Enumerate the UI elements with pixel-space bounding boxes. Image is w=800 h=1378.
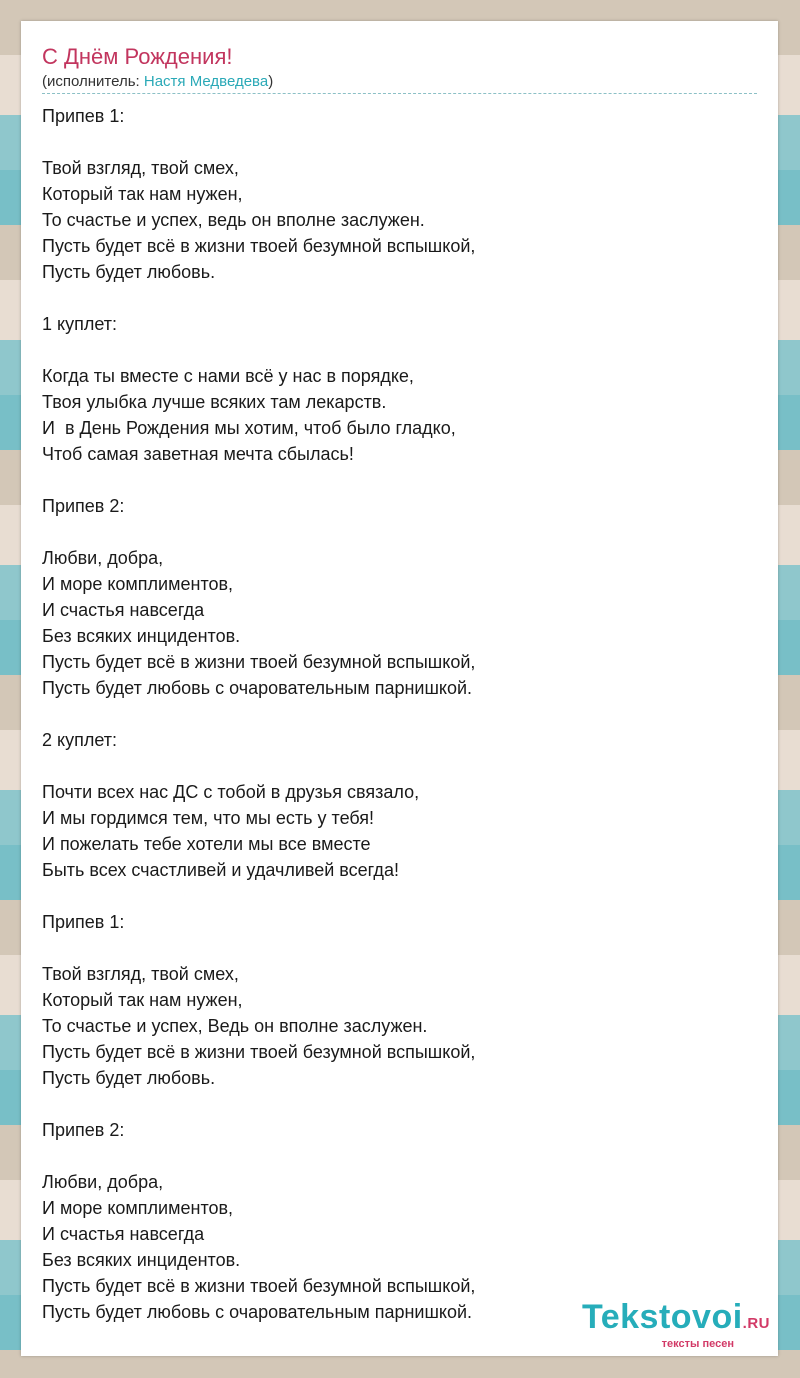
lyrics-blank-line <box>42 753 475 779</box>
lyrics-line: Пусть будет любовь с очаровательным парнишкой. <box>42 1302 473 1322</box>
lyrics-line: Припев 2: <box>42 496 125 516</box>
lyrics-line: Твой взгляд, твой смех, <box>42 158 239 178</box>
lyrics-card <box>21 21 778 1356</box>
lyrics-text <box>42 103 475 1325</box>
lyrics-blank-line <box>42 285 475 311</box>
lyrics-line: Чтоб самая заветная мечта сбылась! <box>42 444 354 464</box>
lyrics-line: Который так нам нужен, <box>42 184 243 204</box>
lyrics-line: Почти всех нас ДС с тобой в друзья связало, <box>42 782 420 802</box>
lyrics-line: Припев 1: <box>42 106 125 126</box>
lyrics-line: И счастья навсегда <box>42 600 205 620</box>
lyrics-blank-line <box>42 935 475 961</box>
lyrics-line: Любви, добра, <box>42 548 164 568</box>
lyrics-line: То счастье и успех, ведь он вполне заслужен. <box>42 210 425 230</box>
lyrics-blank-line <box>42 519 475 545</box>
lyrics-line: Любви, добра, <box>42 1172 164 1192</box>
lyrics-line: 2 куплет: <box>42 730 117 750</box>
lyrics-line: Припев 1: <box>42 912 125 932</box>
lyrics-line: 1 куплет: <box>42 314 117 334</box>
lyrics-blank-line <box>42 1143 475 1169</box>
lyrics-blank-line <box>42 701 475 727</box>
lyrics-line: Который так нам нужен, <box>42 990 243 1010</box>
lyrics-line: Пусть будет любовь. <box>42 262 216 282</box>
lyrics-line: И пожелать тебе хотели мы все вместе <box>42 834 371 854</box>
lyrics-line: Пусть будет любовь с очаровательным парнишкой. <box>42 678 473 698</box>
lyrics-line: И мы гордимся тем, что мы есть у тебя! <box>42 808 375 828</box>
lyrics-line: И счастья навсегда <box>42 1224 205 1244</box>
lyrics-line: Твой взгляд, твой смех, <box>42 964 239 984</box>
lyrics-line: Пусть будет всё в жизни твоей безумной вспышкой, <box>42 652 476 672</box>
lyrics-blank-line <box>42 467 475 493</box>
lyrics-line: Пусть будет всё в жизни твоей безумной вспышкой, <box>42 1042 476 1062</box>
title-divider <box>42 93 757 94</box>
lyrics-line: Припев 2: <box>42 1120 125 1140</box>
artist-line <box>42 72 273 92</box>
artist-prefix: (исполнитель: <box>42 73 144 90</box>
lyrics-line: И море комплиментов, <box>42 1198 234 1218</box>
lyrics-line: Без всяких инцидентов. <box>42 1250 241 1270</box>
lyrics-blank-line <box>42 883 475 909</box>
song-title: С Днём Рождения! <box>42 44 233 69</box>
artist-suffix: ) <box>268 73 274 90</box>
logo-tagline: тексты песен <box>661 1338 734 1350</box>
lyrics-line: И море комплиментов, <box>42 574 234 594</box>
lyrics-line: Пусть будет всё в жизни твоей безумной вспышкой, <box>42 236 476 256</box>
lyrics-blank-line <box>42 1091 475 1117</box>
logo-wordmark: Tekstovoi <box>581 1298 743 1336</box>
lyrics-line: То счастье и успех, Ведь он вполне заслужен. <box>42 1016 428 1036</box>
lyrics-blank-line <box>42 337 475 363</box>
lyrics-line: И в День Рождения мы хотим, чтоб было гладко, <box>42 418 456 438</box>
lyrics-blank-line <box>42 129 475 155</box>
site-logo[interactable] <box>582 1299 770 1350</box>
logo-tld: .RU <box>742 1315 770 1332</box>
lyrics-line: Пусть будет всё в жизни твоей безумной вспышкой, <box>42 1276 476 1296</box>
lyrics-line: Твоя улыбка лучше всяких там лекарств. <box>42 392 387 412</box>
lyrics-line: Без всяких инцидентов. <box>42 626 241 646</box>
artist-link[interactable]: Настя Медведева <box>143 73 269 90</box>
lyrics-line: Быть всех счастливей и удачливей всегда! <box>42 860 399 880</box>
lyrics-line: Пусть будет любовь. <box>42 1068 216 1088</box>
lyrics-line: Когда ты вместе с нами всё у нас в порядке, <box>42 366 414 386</box>
